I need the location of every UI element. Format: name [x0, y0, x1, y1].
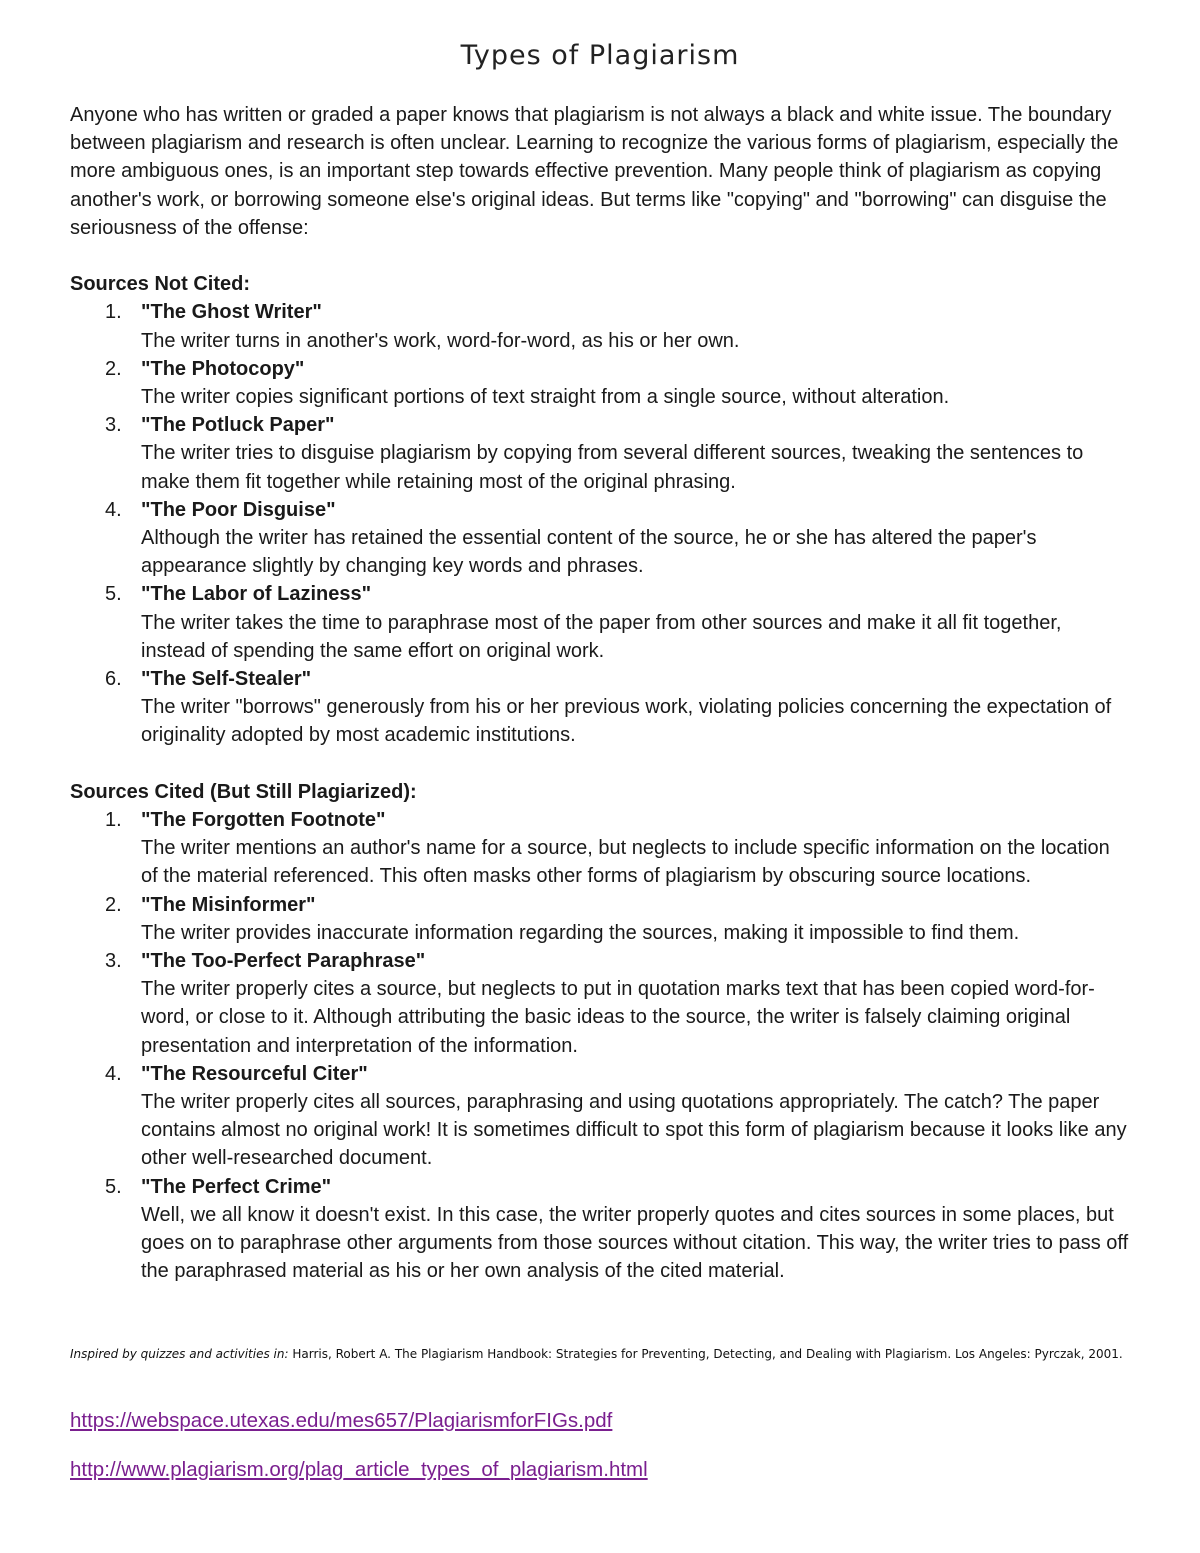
item-number: 2.: [105, 357, 122, 380]
item-description: The writer properly cites a source, but neglects to put in quotation marks text that has been copied word-for-word, or close to it. Although attributing the basic ideas to the source, the writer is falsely claiming original presentation and interpretation of the information.: [141, 978, 1095, 1057]
list-item: [70, 496, 1130, 581]
item-title: "The Misinformer": [141, 893, 316, 916]
item-title: "The Forgotten Footnote": [141, 809, 386, 832]
item-description: The writer tries to disguise plagiarism by copying from several different sources, tweaking the sentences to make them fit together while retaining most of the original phrasing.: [141, 442, 1084, 493]
item-title: "The Self-Stealer": [141, 668, 312, 691]
section-heading: Sources Not Cited:: [70, 273, 251, 296]
citation-text: Harris, Robert A. The Plagiarism Handbook: Strategies for Preventing, Detecting, and Dealing with Plagiarism. Los Angeles: Pyrczak, 2001.: [288, 1347, 1123, 1361]
item-description: The writer turns in another's work, word-for-word, as his or her own.: [141, 329, 740, 352]
citation-prefix: Inspired by quizzes and activities in:: [70, 1347, 289, 1361]
list-item: [70, 665, 1130, 750]
item-title: "The Too-Perfect Paraphrase": [141, 950, 426, 973]
item-number: 5.: [105, 583, 122, 606]
item-title: "The Ghost Writer": [141, 301, 322, 324]
list-item: [70, 355, 1130, 411]
item-title: "The Potluck Paper": [141, 414, 335, 437]
section-not-cited: [70, 270, 1130, 749]
item-description: The writer provides inaccurate information regarding the sources, making it impossible to find them.: [141, 921, 1020, 944]
list-item: [70, 947, 1130, 1060]
list-item: [70, 891, 1130, 947]
item-title: "The Labor of Laziness": [141, 583, 372, 606]
page-title: Types of Plagiarism: [460, 40, 740, 71]
item-description: The writer mentions an author's name for a source, but neglects to include specific information on the location of the material referenced. This often masks other forms of plagiarism by obscuring source locations.: [141, 837, 1110, 888]
item-description: Although the writer has retained the essential content of the source, he or she has altered the paper's appearance slightly by changing key words and phrases.: [141, 527, 1037, 578]
item-number: 1.: [105, 809, 122, 832]
item-title: "The Perfect Crime": [141, 1175, 332, 1198]
document-body: [70, 101, 1130, 1286]
item-number: 2.: [105, 893, 122, 916]
item-number: 3.: [105, 414, 122, 437]
section-heading: Sources Cited (But Still Plagiarized):: [70, 780, 417, 803]
intro-paragraph: Anyone who has written or graded a paper knows that plagiarism is not always a black and white issue. The boundary between plagiarism and research is often unclear. Learning to recognize the various forms of plagiarism, especially the more ambiguous ones, is an important step towards effective prevention. Many people think of plagiarism as copying another's work, or borrowing someone else's original ideas. But terms like "copying" and "borrowing" can disguise the seriousness of the offense:: [70, 104, 1119, 239]
list-item: [70, 1173, 1130, 1286]
citation-note: [70, 1345, 1130, 1364]
list-item: [70, 580, 1130, 665]
item-title: "The Photocopy": [141, 357, 305, 380]
plagiarism-type-list: [70, 806, 1130, 1285]
item-number: 4.: [105, 498, 122, 521]
plagiarism-type-list: [70, 298, 1130, 749]
item-number: 5.: [105, 1175, 122, 1198]
item-number: 1.: [105, 301, 122, 324]
item-title: "The Poor Disguise": [141, 498, 336, 521]
section-cited: [70, 778, 1130, 1286]
item-description: The writer copies significant portions of text straight from a single source, without alteration.: [141, 386, 950, 409]
list-item: [70, 411, 1130, 496]
item-title: "The Resourceful Citer": [141, 1062, 368, 1085]
item-number: 3.: [105, 950, 122, 973]
reference-link-utexas[interactable]: https://webspace.utexas.edu/mes657/PlagiarismforFIGs.pdf: [70, 1409, 613, 1432]
item-description: The writer "borrows" generously from his or her previous work, violating policies concerning the expectation of originality adopted by most academic institutions.: [141, 696, 1112, 747]
list-item: [70, 1060, 1130, 1173]
item-number: 6.: [105, 668, 122, 691]
list-item: [70, 806, 1130, 891]
reference-link-plagiarism-org[interactable]: http://www.plagiarism.org/plag_article_types_of_plagiarism.html: [70, 1458, 648, 1481]
item-number: 4.: [105, 1062, 122, 1085]
list-item: [70, 298, 1130, 354]
item-description: The writer takes the time to paraphrase most of the paper from other sources and make it all fit together, instead of spending the same effort on original work.: [141, 611, 1062, 662]
item-description: The writer properly cites all sources, paraphrasing and using quotations appropriately. The catch? The paper contains almost no original work! It is sometimes difficult to spot this form of plagiarism because it looks like any other well-researched document.: [141, 1091, 1127, 1170]
item-description: Well, we all know it doesn't exist. In this case, the writer properly quotes and cites sources in some places, but goes on to paraphrase other arguments from those sources without citation. This way, the writer tries to pass off the paraphrased material as his or her own analysis of the cited material.: [141, 1203, 1129, 1283]
